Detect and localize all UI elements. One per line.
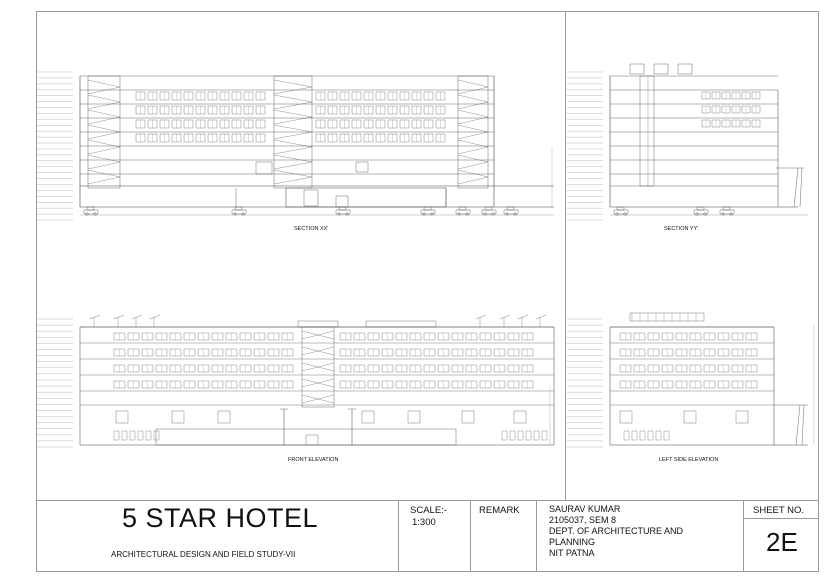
drawing-rect (526, 431, 531, 440)
drawing-rect (694, 210, 708, 214)
department-line2: PLANNING (549, 537, 596, 547)
section-xx-drawing (36, 62, 564, 224)
drawing-line (88, 155, 120, 162)
drawing-rect (697, 207, 704, 210)
drawing-line (88, 162, 120, 169)
drawing-rect (138, 431, 143, 440)
drawing-line (90, 315, 100, 319)
drawing-rect (630, 64, 644, 74)
drawing-rect (640, 76, 654, 186)
section-yy-caption: SECTION YY' (664, 226, 699, 232)
drawing-rect (617, 207, 624, 210)
drawing-line (800, 168, 802, 207)
drawing-rect (678, 64, 692, 74)
drawing-line (88, 80, 120, 87)
drawing-line (794, 168, 798, 207)
drawing-line (458, 147, 488, 154)
drawing-rect (518, 431, 523, 440)
drawing-line (274, 80, 312, 87)
drawing-rect (632, 431, 637, 440)
drawing-rect (408, 411, 420, 423)
drawing-line (458, 155, 488, 162)
drawing-rect (656, 431, 661, 440)
drawing-line (114, 315, 124, 319)
drawing-rect (664, 431, 669, 440)
drawing-rect (122, 431, 127, 440)
drawing-rect (336, 196, 348, 207)
drawing-rect (684, 411, 696, 423)
drawing-line (274, 147, 312, 154)
drawing-rect (116, 411, 128, 423)
drawing-line (88, 132, 120, 139)
drawing-line (802, 405, 804, 445)
drawing-rect (507, 207, 514, 210)
drawing-rect (336, 210, 350, 214)
drawing-rect (720, 210, 734, 214)
project-title: 5 STAR HOTEL (122, 503, 319, 533)
drawing-rect (130, 431, 135, 440)
drawing-line (274, 162, 312, 169)
drawing-line (274, 95, 312, 102)
drawing-rect (232, 210, 246, 214)
drawing-rect (304, 190, 318, 206)
drawing-line (458, 87, 488, 94)
drawing-line (274, 155, 312, 162)
left-side-elevation-drawing (566, 305, 819, 455)
drawing-line (274, 125, 312, 132)
institute: NIT PATNA (549, 548, 595, 558)
drawing-rect (630, 313, 704, 321)
drawing-line (274, 102, 312, 109)
drawing-rect (146, 431, 151, 440)
drawing-line (88, 87, 120, 94)
drawing-line (500, 315, 510, 319)
drawing-line (458, 125, 488, 132)
drawing-line (796, 405, 800, 445)
drawing-rect (736, 411, 748, 423)
front-elevation-drawing (36, 305, 564, 455)
drawing-line (150, 315, 160, 319)
subject-title: ARCHITECTURAL DESIGN AND FIELD STUDY-VII (111, 550, 296, 559)
drawing-rect (510, 431, 515, 440)
drawing-rect (421, 210, 435, 214)
drawing-rect (459, 207, 466, 210)
drawing-line (458, 170, 488, 177)
drawing-line (458, 132, 488, 139)
drawing-rect (504, 210, 518, 214)
title-block (36, 500, 819, 572)
drawing-line (88, 125, 120, 132)
sheet-number-underline (743, 518, 819, 519)
sheet-number-label: SHEET NO. (753, 505, 805, 516)
drawing-rect (462, 411, 474, 423)
department-line1: DEPT. OF ARCHITECTURE AND (549, 526, 684, 536)
drawing-rect (723, 207, 730, 210)
drawing-line (518, 315, 528, 319)
drawing-line (88, 110, 120, 117)
drawing-rect (534, 431, 539, 440)
drawing-rect (87, 207, 94, 210)
drawing-rect (485, 207, 492, 210)
title-block-divider (398, 501, 399, 572)
drawing-line (88, 147, 120, 154)
drawing-line (458, 162, 488, 169)
drawing-rect (235, 207, 242, 210)
drawing-line (458, 80, 488, 87)
drawing-line (88, 177, 120, 184)
remark-label: REMARK (479, 505, 520, 516)
section-xx-caption: SECTION XX' (294, 226, 329, 232)
title-block-divider (536, 501, 537, 572)
author-roll: 2105037, SEM 8 (549, 515, 617, 525)
title-block-divider (743, 501, 744, 572)
sheet-number: 2E (766, 527, 798, 557)
drawing-rect (424, 207, 431, 210)
scale-block (410, 505, 447, 529)
drawing-rect (356, 162, 368, 172)
drawing-rect (648, 431, 653, 440)
author-name: SAURAV KUMAR (549, 504, 621, 514)
drawing-rect (84, 210, 98, 214)
drawing-rect (502, 431, 507, 440)
drawing-line (88, 102, 120, 109)
title-block-divider (470, 501, 471, 572)
drawing-line (88, 95, 120, 102)
drawing-rect (482, 210, 496, 214)
drawing-rect (362, 411, 374, 423)
drawing-rect (114, 431, 119, 440)
drawing-line (88, 170, 120, 177)
drawing-line (274, 177, 312, 184)
drawing-line (458, 102, 488, 109)
left-side-elevation-caption: LEFT SIDE ELEVATION (659, 457, 719, 463)
drawing-line (476, 315, 486, 319)
scale-value: 1:300 (412, 517, 436, 528)
drawing-rect (366, 321, 436, 327)
drawing-rect (640, 431, 645, 440)
drawing-line (274, 110, 312, 117)
drawing-line (458, 110, 488, 117)
drawing-rect (614, 210, 628, 214)
drawing-line (132, 315, 142, 319)
drawing-line (274, 132, 312, 139)
section-yy-drawing (566, 62, 819, 224)
drawing-line (458, 177, 488, 184)
drawing-rect (154, 431, 159, 440)
drawing-rect (624, 431, 629, 440)
drawing-rect (620, 411, 632, 423)
drawing-rect (339, 207, 346, 210)
front-elevation-caption: FRONT ELEVATION (288, 457, 339, 463)
drawing-line (274, 87, 312, 94)
drawing-rect (542, 431, 547, 440)
drawing-line (536, 315, 546, 319)
drawing-rect (218, 411, 230, 423)
drawing-rect (286, 188, 446, 207)
drawing-rect (654, 64, 668, 74)
drawing-rect (298, 321, 338, 327)
drawing-line (458, 95, 488, 102)
author-block (549, 504, 683, 559)
drawing-rect (456, 210, 470, 214)
drawing-rect (306, 435, 318, 445)
drawing-line (274, 170, 312, 177)
scale-label: SCALE:- (410, 505, 447, 516)
drawing-rect (514, 411, 526, 423)
drawing-rect (256, 162, 272, 174)
drawing-rect (172, 411, 184, 423)
